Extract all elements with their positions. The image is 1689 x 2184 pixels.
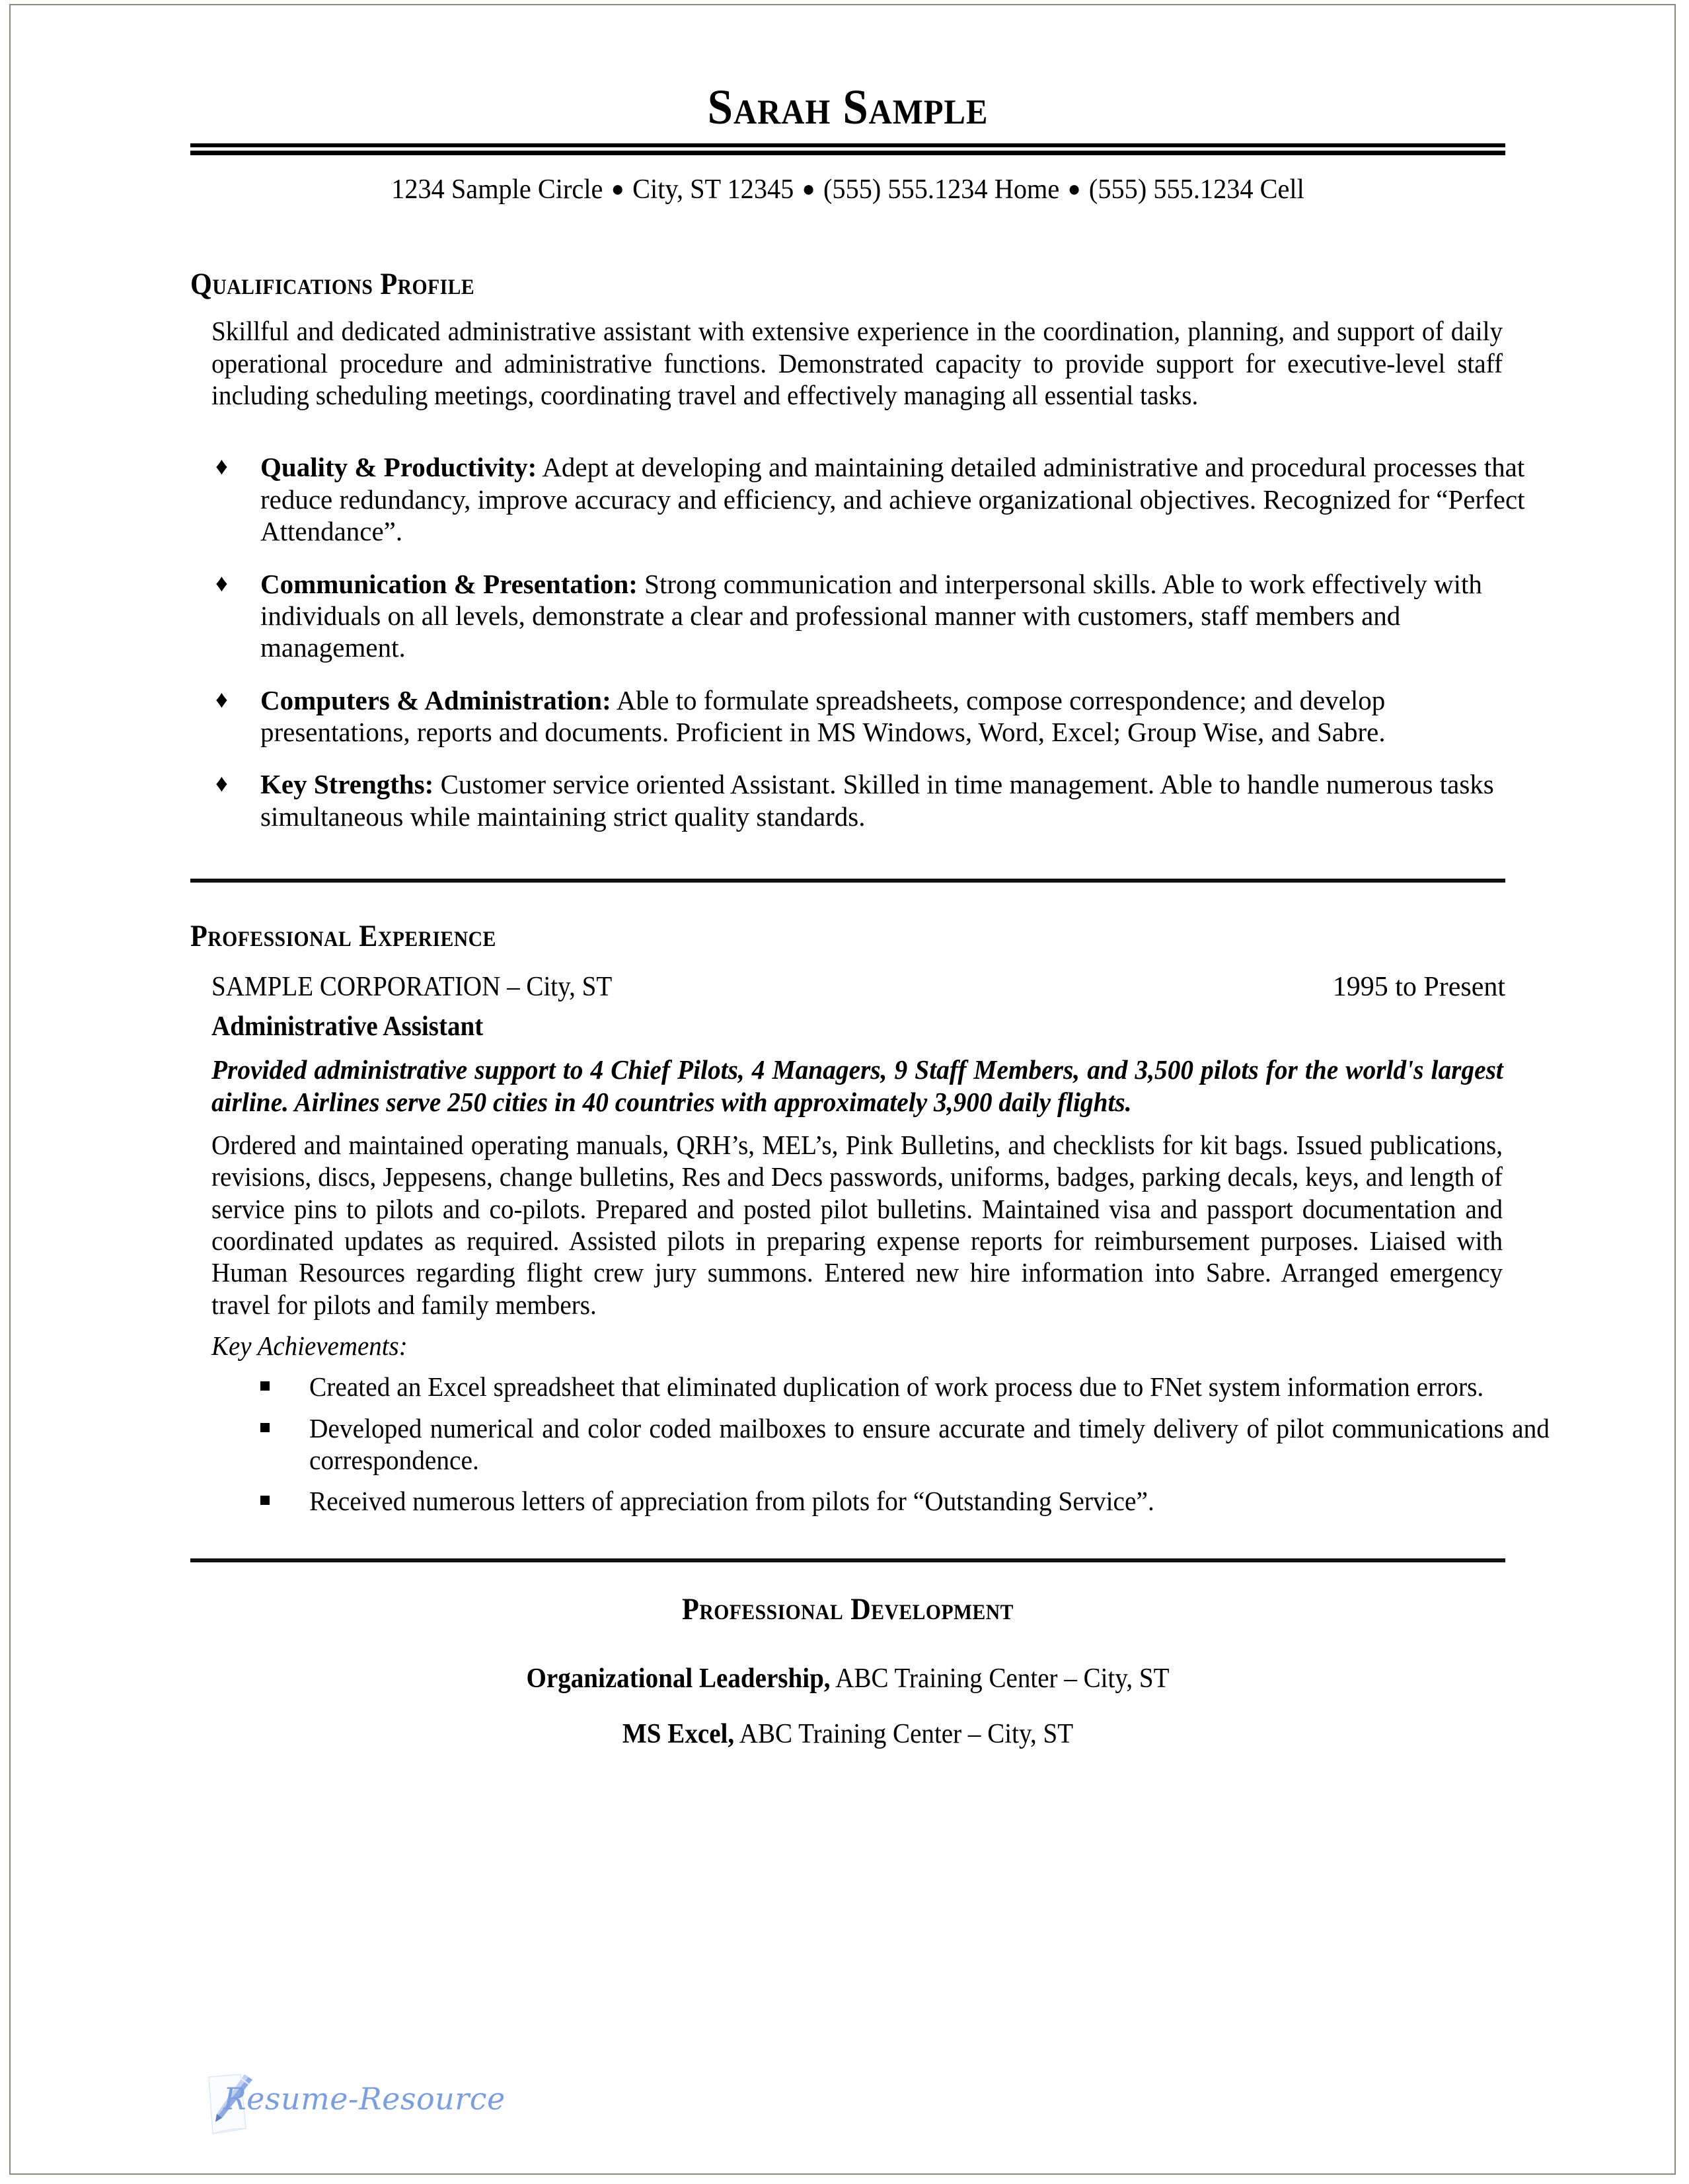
contact-city-state-zip: City, ST 12345 (632, 174, 794, 205)
development-entry (237, 1663, 1460, 1694)
achievement-text: Received numerous letters of appreciation from pilots for “Outstanding Service”. (309, 1486, 1154, 1517)
job-company: SAMPLE CORPORATION – City, ST (211, 972, 613, 1003)
candidate-name: Sarah Sample (707, 80, 989, 135)
bullet-text: Able to formulate spreadsheets, compose correspondence; and develop presentations, reports and documents. Proficient in MS Windows, Word, Excel; Group Wise, and Sabre. (260, 684, 1386, 747)
list-item (190, 568, 1536, 664)
development-course: Organizational Leadership, (526, 1663, 831, 1694)
development-entry (237, 1718, 1460, 1750)
job-dates: 1995 to Present (1332, 972, 1505, 1003)
list-item (235, 1371, 1552, 1402)
header-double-rule (190, 143, 1505, 155)
contact-separator-icon: ● (1067, 176, 1081, 201)
achievements-list (211, 1371, 1550, 1517)
job-title: Administrative Assistant (211, 1011, 484, 1042)
diamond-bullet-icon: ♦ (215, 569, 228, 597)
list-item (190, 768, 1536, 832)
diamond-bullet-icon: ♦ (215, 453, 228, 481)
achievement-text: Developed numerical and color coded mailboxes to ensure accurate and timely delivery of pilot communications and correspondence. (309, 1412, 1550, 1475)
contact-separator-icon: ● (611, 176, 624, 201)
job-entry (211, 971, 1550, 1517)
bullet-body (260, 569, 1482, 663)
key-achievements-label: Key Achievements: (211, 1330, 408, 1362)
contact-separator-icon: ● (802, 176, 815, 201)
job-header-row (211, 971, 1505, 1003)
development-course: MS Excel, (622, 1718, 735, 1749)
contact-line (217, 172, 1479, 207)
bullet-text: Customer service oriented Assistant. Skilled in time management. Able to handle numerous tasks simultaneous while maintaining strict quality standards. (260, 769, 1494, 832)
diamond-bullet-icon: ♦ (215, 686, 228, 713)
bullet-text: Strong communication and interpersonal skills. Able to work effectively with individuals on all levels, demonstrate a clear and professional manner with customers, staff members and management. (260, 568, 1482, 663)
job-summary: Provided administrative support to 4 Chief Pilots, 4 Managers, 9 Staff Members, and 3,500 pilots for the world's largest airline. Airlines serve 250 cities in 40 countries with approximately 3,900 daily flights. (211, 1054, 1503, 1117)
section-heading-qualifications: Qualifications Profile (190, 267, 475, 302)
bullet-body (260, 685, 1386, 747)
bullet-body (260, 769, 1494, 831)
diamond-bullet-icon: ♦ (215, 770, 228, 798)
square-bullet-icon (260, 1496, 270, 1505)
development-provider: ABC Training Center – City, ST (734, 1718, 1074, 1749)
list-item (235, 1412, 1552, 1476)
resume-content (190, 80, 1550, 1750)
square-bullet-icon (260, 1381, 270, 1391)
bullet-label: Quality & Productivity: (260, 452, 537, 483)
resume-page (9, 4, 1676, 2175)
square-bullet-icon (260, 1423, 270, 1432)
qualifications-bullet-list (190, 451, 1525, 832)
bullet-label: Communication & Presentation: (260, 568, 638, 599)
bullet-text: Adept at developing and maintaining detailed administrative and procedural processes that reduce redundancy, improve accuracy and efficiency, and achieve organizational objectives. Recognized for “Perfect Attendance”. (260, 452, 1525, 547)
job-duties: Ordered and maintained operating manuals, QRH’s, MEL’s, Pink Bulletins, and checklists for kit bags. Issued publications, revisions, discs, Jeppesens, change bulletins, Res and Decs passwords, uniforms, badges, parking decals, keys, and length of service pins to pilots and co-pilots. Prepared and posted pilot bulletins. Maintained visa and passport documentation and coordinated updates as required. Assisted pilots in preparing expense reports for reimbursement purposes. Liaised with Human Resources regarding flight crew jury summons. Entered new hire information into Sabre. Arranged emergency travel for pilots and family members. (211, 1129, 1503, 1320)
list-item (235, 1485, 1552, 1517)
watermark-text: Resume-Resource (223, 2081, 506, 2117)
section-heading-experience: Professional Experience (190, 919, 496, 954)
list-item (190, 451, 1536, 547)
contact-address: 1234 Sample Circle (391, 174, 603, 205)
section-heading-development: Professional Development (682, 1591, 1014, 1626)
qualifications-summary: Skillful and dedicated administrative assistant with extensive experience in the coordination, planning, and support of daily operational procedure and administrative functions. Demonstrated capacity to provide support for executive-level staff including scheduling meetings, coordinating travel and effectively managing all essential tasks. (211, 316, 1503, 410)
development-provider: ABC Training Center – City, ST (830, 1663, 1170, 1694)
bullet-label: Key Strengths: (260, 769, 434, 800)
bullet-label: Computers & Administration: (260, 684, 611, 715)
contact-home-phone: (555) 555.1234 Home (823, 174, 1060, 205)
achievement-text: Created an Excel spreadsheet that eliminated duplication of work process due to FNet system information errors. (309, 1371, 1484, 1402)
list-item (190, 684, 1536, 748)
contact-cell-phone: (555) 555.1234 Cell (1088, 174, 1304, 205)
resume-resource-watermark (200, 2072, 506, 2151)
bullet-body (260, 452, 1525, 546)
qualifications-summary-block (211, 315, 1505, 411)
